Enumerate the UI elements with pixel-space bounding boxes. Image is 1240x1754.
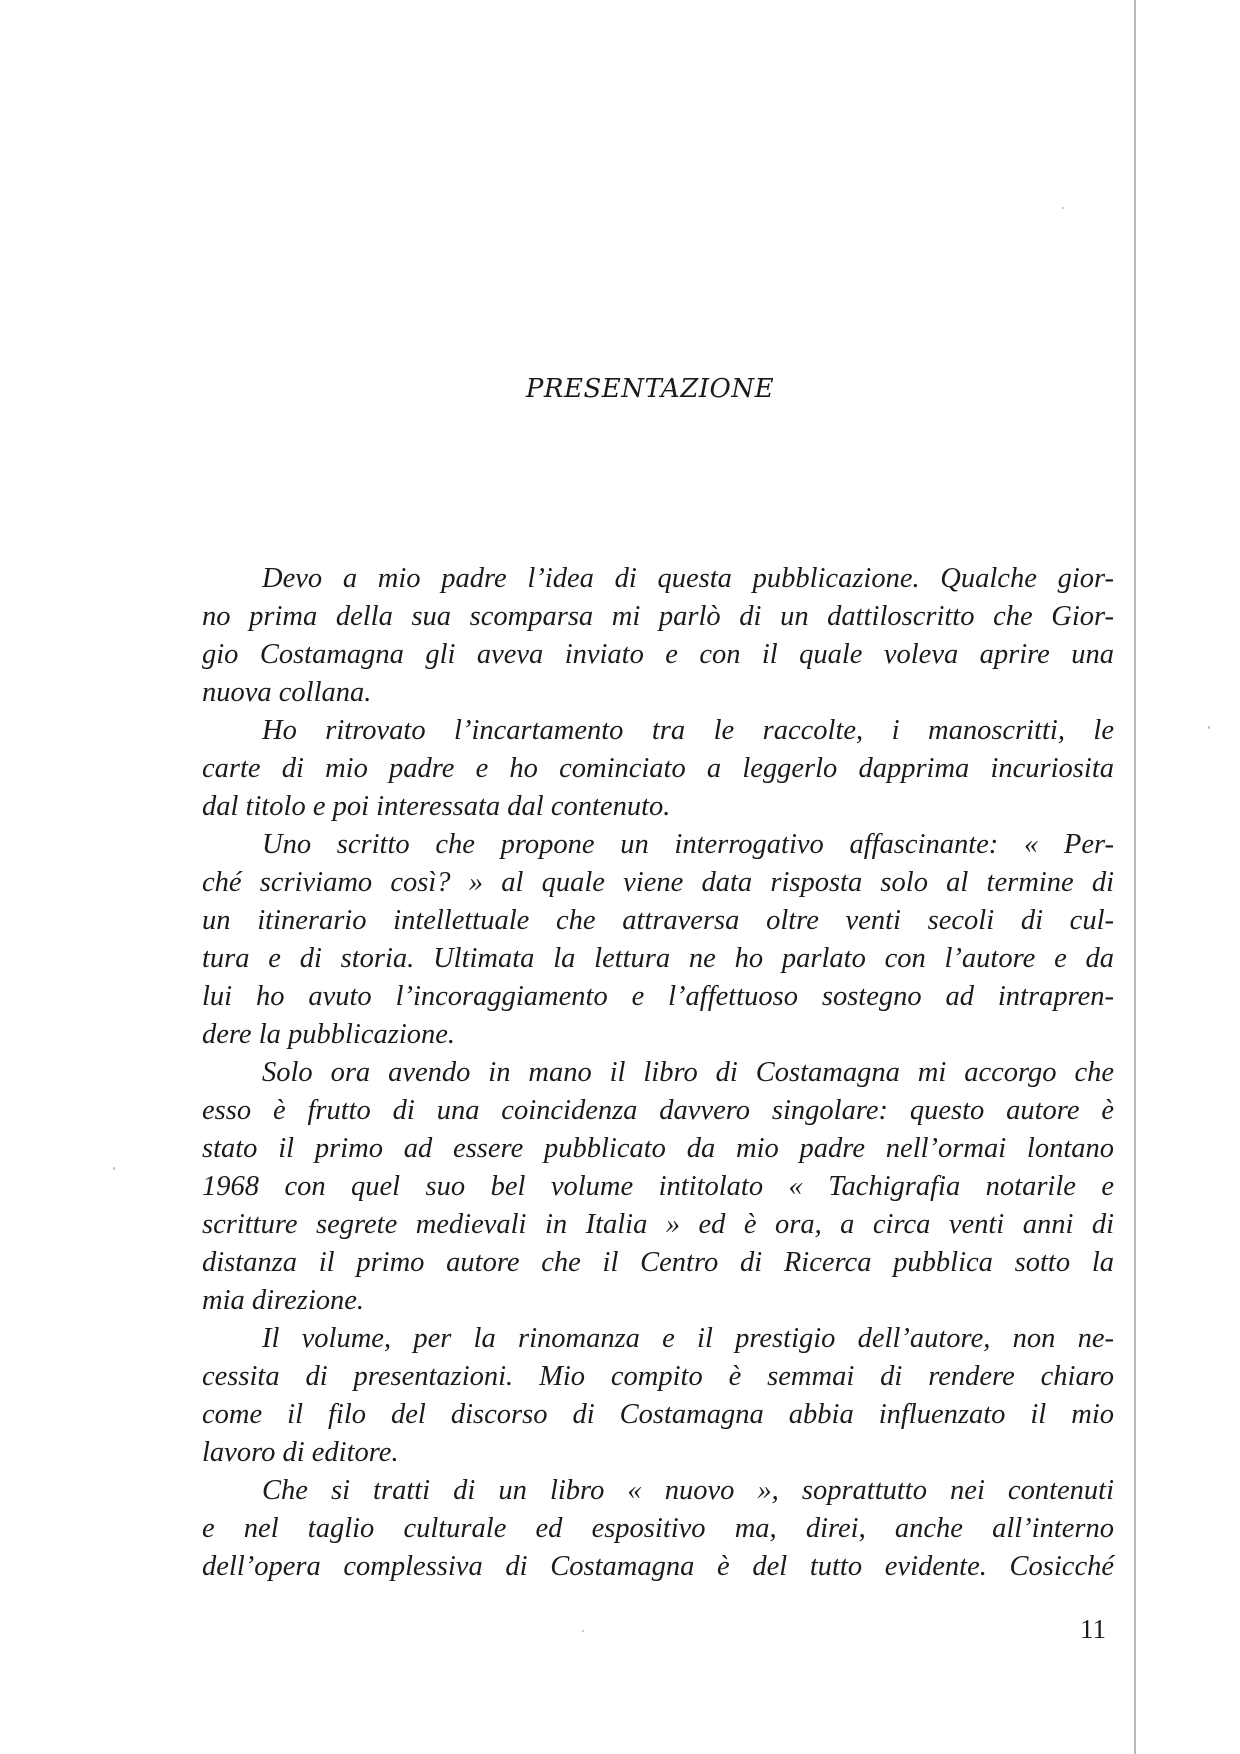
text-line: tura e di storia. Ultimata la lettura ne ho parlato con l’autore e da (202, 943, 1114, 974)
page-number: 11 (1080, 1614, 1106, 1644)
page-title (0, 374, 1240, 404)
text-line: ché scriviamo così? » al quale viene data risposta solo al termine di (202, 867, 1114, 898)
text-line: e nel taglio culturale ed espositivo ma, direi, anche all’interno (202, 1513, 1114, 1544)
text-line: Che si tratti di un libro « nuovo », soprattutto nei contenuti (262, 1475, 1114, 1506)
scan-speck (1208, 726, 1210, 729)
text-line: Il volume, per la rinomanza e il prestigio dell’autore, non ne- (262, 1323, 1114, 1354)
text-line: Solo ora avendo in mano il libro di Costamagna mi accorgo che (262, 1057, 1114, 1088)
text-line: Uno scritto che propone un interrogativo affascinante: « Per- (262, 829, 1114, 860)
text-line: no prima della sua scomparsa mi parlò di un dattiloscritto che Gior- (202, 601, 1114, 632)
text-line: gio Costamagna gli aveva inviato e con il quale voleva aprire una (202, 639, 1114, 670)
page-title-text: PRESENTAZIONE (525, 374, 775, 404)
scan-speck (113, 1167, 115, 1170)
text-line: stato il primo ad essere pubblicato da mio padre nell’ormai lontano (202, 1133, 1114, 1164)
text-line: scritture segrete medievali in Italia » ed è ora, a circa venti anni di (202, 1209, 1114, 1240)
scan-speck (1062, 207, 1064, 209)
body-text (202, 560, 1114, 1586)
text-line: esso è frutto di una coincidenza davvero singolare: questo autore è (202, 1095, 1114, 1126)
text-line: distanza il primo autore che il Centro di Ricerca pubblica sotto la (202, 1247, 1114, 1278)
scan-speck (582, 1630, 584, 1632)
text-line: un itinerario intellettuale che attraversa oltre venti secoli di cul- (202, 905, 1114, 936)
text-line: 1968 con quel suo bel volume intitolato « Tachigrafia notarile e (202, 1171, 1114, 1202)
text-line: Devo a mio padre l’idea di questa pubblicazione. Qualche gior- (262, 563, 1114, 594)
text-line: come il filo del discorso di Costamagna abbia influenzato il mio (202, 1399, 1114, 1430)
text-line: Ho ritrovato l’incartamento tra le raccolte, i manoscritti, le (262, 715, 1114, 746)
page-edge-line (1134, 0, 1136, 1754)
text-line: dal titolo e poi interessata dal contenuto. (202, 791, 671, 822)
text-line: carte di mio padre e ho cominciato a leggerlo dapprima incuriosita (202, 753, 1114, 784)
text-line: cessita di presentazioni. Mio compito è semmai di rendere chiaro (202, 1361, 1114, 1392)
text-line: dell’opera complessiva di Costamagna è del tutto evidente. Cosicché (202, 1551, 1114, 1582)
text-line: lavoro di editore. (202, 1437, 399, 1468)
text-line: dere la pubblicazione. (202, 1019, 456, 1050)
text-line: mia direzione. (202, 1285, 365, 1316)
text-line: nuova collana. (202, 677, 372, 708)
text-line: lui ho avuto l’incoraggiamento e l’affettuoso sostegno ad intrapren- (202, 981, 1114, 1012)
